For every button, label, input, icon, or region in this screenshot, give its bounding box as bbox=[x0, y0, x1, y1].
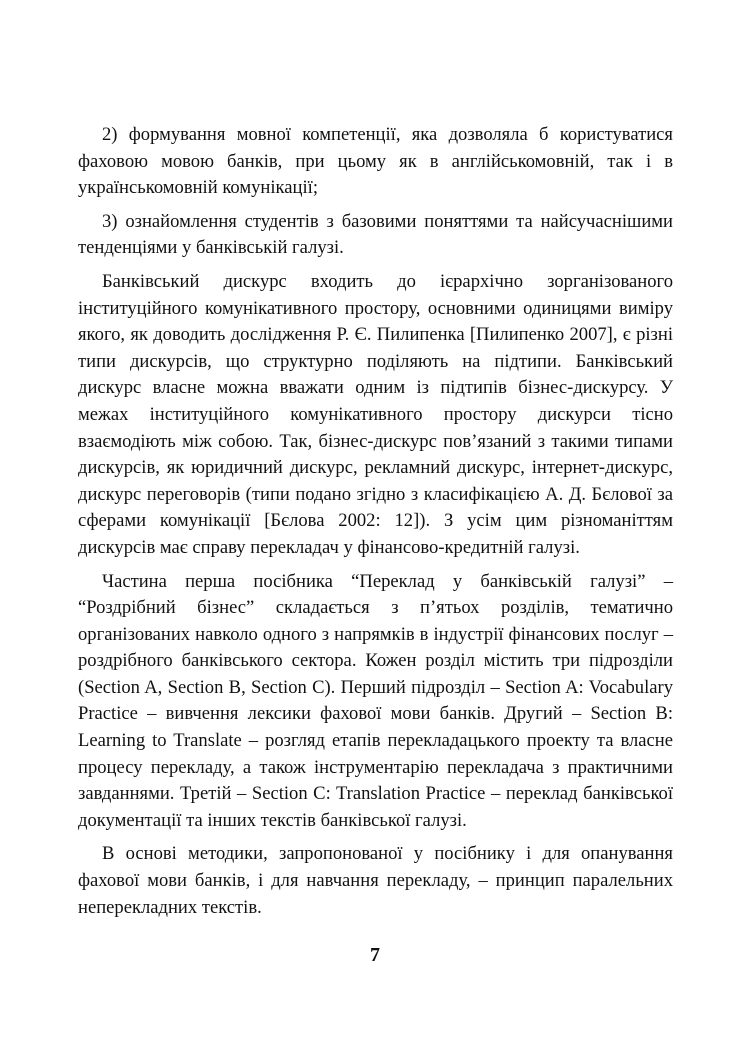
paragraph-item-2: 2) формування мовної компетенції, яка дозволяла б користуватися фаховою мовою банків, при цьому як в англійськомовній, так і в українськомовній комунікації; bbox=[78, 124, 673, 199]
page-body bbox=[78, 122, 673, 928]
paragraph-textbook-structure: Частина перша посібника “Переклад у банківській галузі” – “Роздрібний бізнес” складається з п’ятьох розділів, тематично організованих навколо одного з напрямків в індустрії фінансових послуг – роздрібного банківського сектора. Кожен розділ містить три підрозділи (Section A, Section B, Section C). Перший підрозділ – Section A: Vocabulary Practice – вивчення лексики фахової мови банків. Другий – Section B: Learning to Translate – розгляд етапів перекладацького проекту та власне процесу перекладу, а також інструментарію перекладача з практичними завданнями. Третій – Section C: Translation Practice – переклад банківської документації та інших текстів банківської галузі. bbox=[78, 570, 673, 831]
paragraph-item-3: 3) ознайомлення студентів з базовими поняттями та найсучаснішими тенденціями у банківській галузі. bbox=[78, 210, 673, 259]
paragraph-banking-discourse: Банківський дискурс входить до ієрархічно зорганізованого інституційного комунікативного простору, основними одиницями виміру якого, як доводить дослідження Р. Є. Пилипенка [Пилипенко 2007], є різні типи дискурсів, що структурно поділяють на підтипи. Банківський дискурс власне можна вважати одним із підтипів бізнес-дискурсу. У межах інституційного комунікативного простору дискурси тісно взаємодіють між собою. Так, бізнес-дискурс пов’язаний з такими типами дискурсів, як юридичний дискурс, рекламний дискурс, інтернет-дискурс, дискурс переговорів (типи подано згідно з класифікацією А. Д. Бєлової за сферами комунікації [Бєлова 2002: 12]). З усім цим різноманіттям дискурсів має справу перекладач у фінансово-кредитній галузі. bbox=[78, 270, 673, 558]
page-number: 7 bbox=[370, 944, 380, 966]
paragraph-methodology: В основі методики, запропонованої у посібнику і для опанування фахової мови банків, і для навчання перекладу, – принцип паралельних неперекладних текстів. bbox=[78, 843, 673, 918]
